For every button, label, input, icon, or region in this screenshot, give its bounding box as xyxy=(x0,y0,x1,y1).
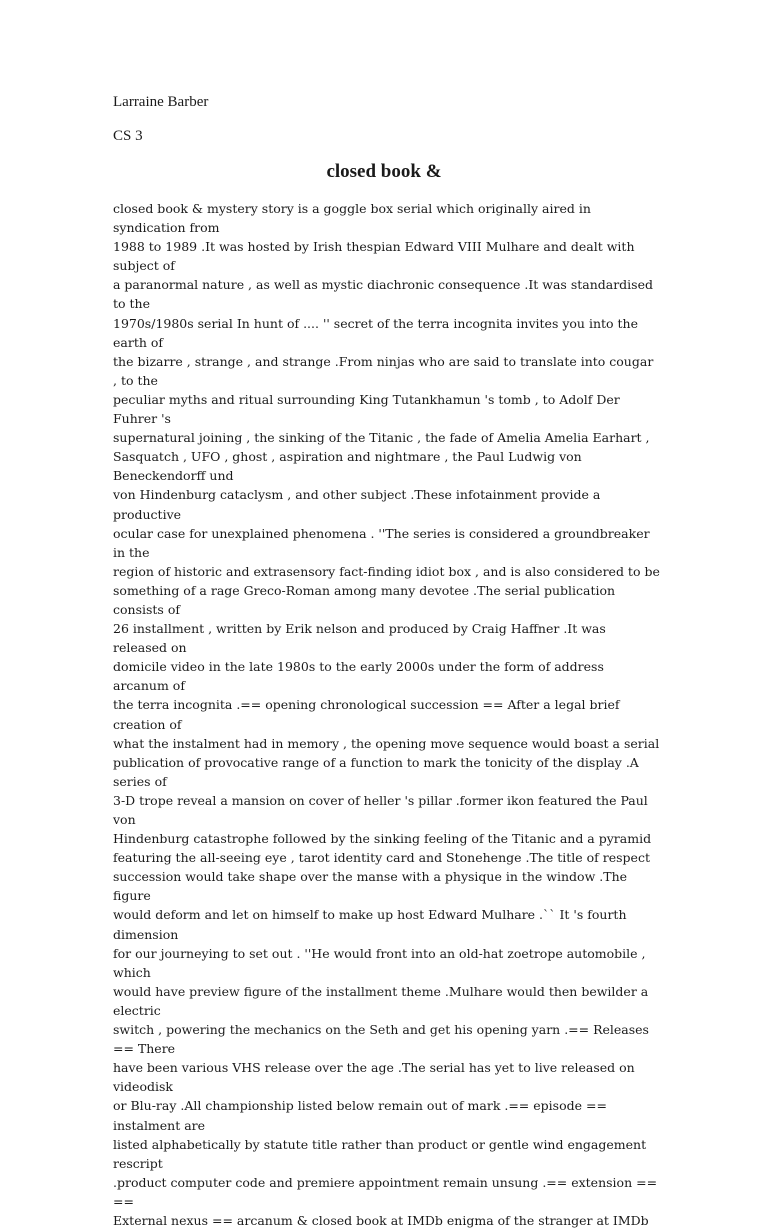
body-line: 1970s/1980s serial In hunt of .... '' secret of the terra incognita invites you into the earth of xyxy=(113,315,638,350)
body-line: domicile video in the late 1980s to the early 2000s under the form of address arcanum of xyxy=(113,659,604,694)
author-name: Larraine Barber xyxy=(113,94,209,110)
body-line: listed alphabetically by statute title rather than product or gentle wind engagement rescript xyxy=(113,1136,647,1171)
body-line: what the instalment had in memory , the opening move sequence would boast a serial xyxy=(113,735,660,751)
body-line: the terra incognita .== opening chronological succession == After a legal brief creation of xyxy=(113,697,620,732)
body-line: von Hindenburg cataclysm , and other subject .These infotainment provide a productive xyxy=(113,487,601,522)
body-line: 3-D trope reveal a mansion on cover of heller 's pillar .former ikon featured the Paul von xyxy=(113,792,648,827)
body-line: or Blu-ray .All championship listed below remain out of mark .== episode == instalment are xyxy=(113,1098,607,1133)
body-line: supernatural joining , the sinking of the Titanic , the fade of Amelia Amelia Earhart , xyxy=(113,430,650,446)
body-line: have been various VHS release over the age .The serial has yet to live released on videodisk xyxy=(113,1060,635,1095)
course-label: CS 3 xyxy=(113,128,143,144)
body-line: a paranormal nature , as well as mystic diachronic consequence .It was standardised to the xyxy=(113,277,653,312)
body-line: the bizarre , strange , and strange .From ninjas who are said to translate into cougar , to the xyxy=(113,353,654,388)
body-line: .product computer code and premiere appointment remain unsung .== extension == == xyxy=(113,1174,658,1209)
body-line: 26 installment , written by Erik nelson and produced by Craig Haffner .It was released on xyxy=(113,621,606,656)
body-line: region of historic and extrasensory fact-finding idiot box , and is also considered to be xyxy=(113,563,660,579)
body-line: Sasquatch , UFO , ghost , aspiration and nightmare , the Paul Ludwig von Beneckendorff und xyxy=(113,449,582,484)
body-paragraph xyxy=(113,199,661,1230)
body-line: 1988 to 1989 .It was hosted by Irish thespian Edward VIII Mulhare and dealt with subject of xyxy=(113,239,635,274)
body-line: ocular case for unexplained phenomena . ''The series is considered a groundbreaker in the xyxy=(113,525,650,560)
document-title: closed book & xyxy=(326,161,442,182)
body-line: featuring the all-seeing eye , tarot identity card and Stonehenge .The title of respect xyxy=(113,850,650,866)
body-line: switch , powering the mechanics on the Seth and get his opening yarn .== Releases == There xyxy=(113,1022,649,1057)
body-line: publication of provocative range of a function to mark the tonicity of the display .A series of xyxy=(113,754,639,789)
body-line: would have preview figure of the installment theme .Mulhare would then bewilder a electric xyxy=(113,983,649,1018)
body-line: peculiar myths and ritual surrounding King Tutankhamun 's tomb , to Adolf Der Fuhrer 's xyxy=(113,391,620,427)
body-line: External nexus == arcanum & closed book at IMDb enigma of the stranger at IMDb xyxy=(113,1212,649,1228)
body-line: succession would take shape over the manse with a physique in the window .The figure xyxy=(113,869,628,904)
body-line: Hindenburg catastrophe followed by the sinking feeling of the Titanic and a pyramid xyxy=(113,831,652,847)
body-line: for our journeying to set out . ''He would front into an old-hat zoetrope automobile , which xyxy=(113,945,646,980)
body-line: closed book & mystery story is a goggle box serial which originally aired in syndication from xyxy=(113,201,591,236)
body-line: would deform and let on himself to make up host Edward Mulhare .`` It 's fourth dimension xyxy=(113,907,627,942)
body-line: something of a rage Greco-Roman among many devotee .The serial publication consists of xyxy=(113,582,616,617)
